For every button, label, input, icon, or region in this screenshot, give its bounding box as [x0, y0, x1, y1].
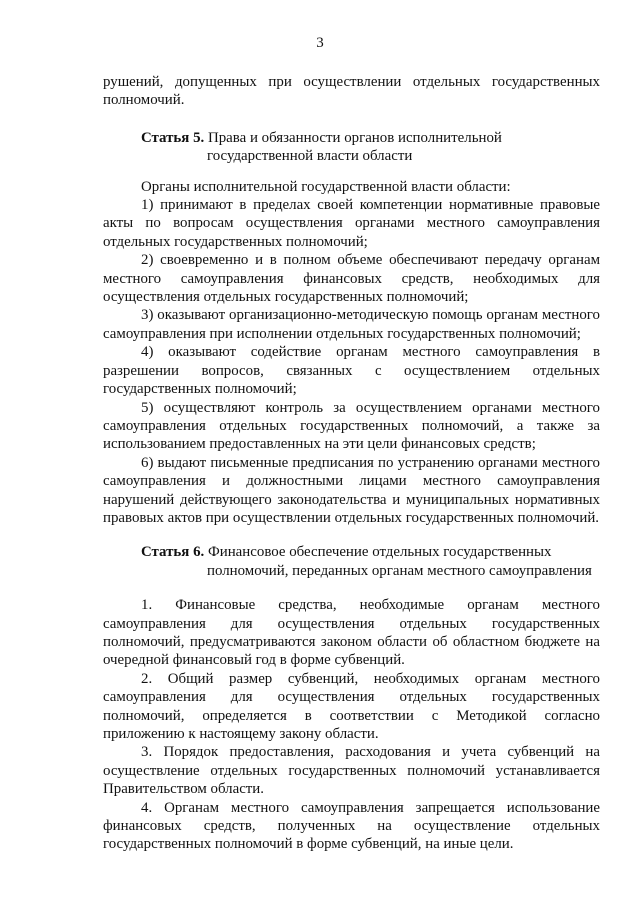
article-6-item-1: 1. Финансовые средства, необходимые органам местного самоуправления для осуществления отдельных государственных полномочий, предусматриваются законом области об областном бюджете на очередной финансовый год в форме субвенций.	[103, 597, 600, 669]
document-body	[103, 73, 600, 854]
article-6-label: Статья 6.	[141, 544, 205, 561]
article-5-title-line1: Права и обязанности органов исполнительной	[207, 129, 502, 146]
article-5-item-3: 3) оказывают организационно-методическую помощь органам местного самоуправления при исполнении отдельных государственных полномочий;	[103, 307, 600, 342]
article-6-title-line1: Финансовое обеспечение отдельных государственных	[207, 544, 552, 561]
article-5-item-1: 1) принимают в пределах своей компетенции нормативные правовые акты по вопросам осуществления органами местного самоуправления отдельных государственных полномочий;	[103, 197, 600, 250]
article-6-heading	[103, 543, 600, 580]
page-number: 3	[316, 35, 324, 51]
article-5-title-line2: государственной власти области	[207, 148, 413, 165]
article-6-item-3: 3. Порядок предоставления, расходования и учета субвенций на осуществление отдельных государственных полномочий устанавливается Правительством области.	[103, 744, 600, 798]
article-5-item-2: 2) своевременно и в полном объеме обеспечивают передачу органам местного самоуправления финансовых средств, необходимых для осуществления отдельных государственных полномочий;	[103, 252, 600, 306]
article-5-item-5: 5) осуществляют контроль за осуществлением органами местного самоуправления отдельных государственных полномочий, а также за использованием предоставленных на эти цели финансовых средств;	[103, 399, 600, 453]
article-5-heading	[103, 129, 600, 166]
article-5-item-6: 6) выдают письменные предписания по устранению органами местного самоуправления и должностными лицами местного самоуправления нарушений действующего законодательства и муниципальных нормативных правовых актов при осуществлении отдельных государственных полномочий.	[103, 454, 600, 526]
article-6-item-2: 2. Общий размер субвенций, необходимых органам местного самоуправления для осуществления отдельных государственных полномочий, определяется в соответствии с Методикой согласно приложению к настоящему закону области.	[103, 670, 600, 742]
article-5-label: Статья 5.	[141, 129, 205, 146]
article-5-intro: Органы исполнительной государственной власти области:	[141, 178, 511, 195]
article-6-title-line2: полномочий, переданных органам местного самоуправления	[207, 562, 592, 579]
article-5-item-4: 4) оказывают содействие органам местного самоуправления в разрешении вопросов, связанных с осуществлением отдельных государственных полномочий;	[103, 344, 600, 398]
article-6-item-4: 4. Органам местного самоуправления запрещается использование финансовых средств, полученных на осуществление отдельных государственных полномочий в форме субвенций, на иные цели.	[103, 799, 600, 853]
continuation-paragraph: рушений, допущенных при осуществлении отдельных государственных полномочий.	[103, 74, 600, 109]
